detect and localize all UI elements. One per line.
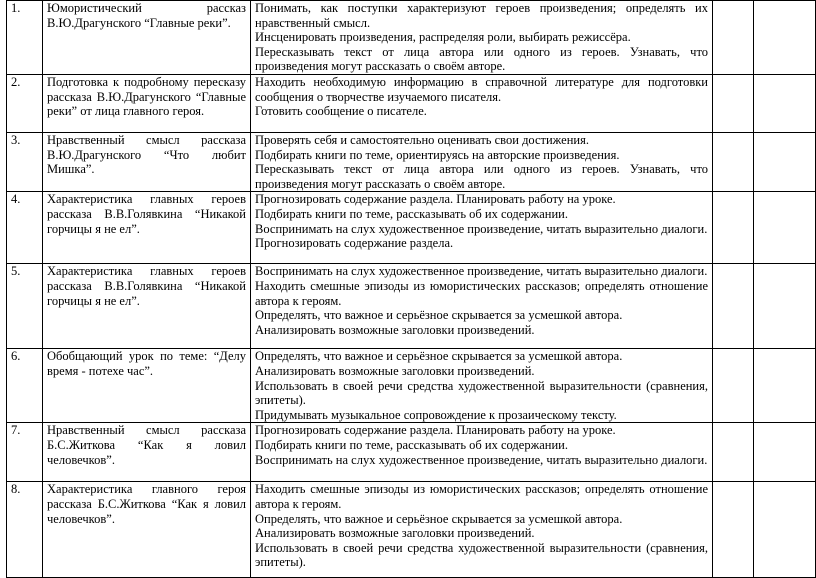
lesson-topic: Нравственный смысл рассказа Б.С.Житкова “Как я ловил человечков”. <box>43 423 251 482</box>
empty-cell-date-actual <box>754 192 816 264</box>
lesson-number: 4. <box>7 192 43 264</box>
activity-line: Определять, что важное и серьёзное скрывается за усмешкой автора. <box>255 511 623 526</box>
activity-line: Понимать, как поступки характеризуют героев произведения; определять их нравственный смысл. <box>255 1 708 30</box>
lesson-number: 8. <box>7 482 43 578</box>
empty-cell-date-planned <box>713 192 754 264</box>
empty-cell-date-actual <box>754 482 816 578</box>
activity-line: Воспринимать на слух художественное произведение, читать выразительно диалоги. <box>255 221 708 236</box>
learning-activities <box>251 264 713 349</box>
table-row <box>7 74 816 132</box>
lesson-topic: Обобщающий урок по теме: “Делу время - потехе час”. <box>43 349 251 423</box>
table-body <box>7 1 816 578</box>
empty-cell-date-planned <box>713 349 754 423</box>
activity-line: Находить смешные эпизоды из юмористических рассказов; определять отношение автора к героям. <box>255 482 708 511</box>
activity-line: Использовать в своей речи средства художественной выразительности (сравнения, эпитеты). <box>255 540 708 570</box>
empty-cell-date-planned <box>713 264 754 349</box>
empty-cell-date-actual <box>754 132 816 191</box>
activity-line: Использовать в своей речи средства художественной выразительности (сравнения, эпитеты). <box>255 378 708 408</box>
lesson-topic: Характеристика главных героев рассказа В.В.Голявкина “Никакой горчицы я не ел”. <box>43 264 251 349</box>
lesson-plan-table <box>6 0 816 578</box>
empty-cell-date-actual <box>754 349 816 423</box>
activity-line: Подбирать книги по теме, ориентируясь на авторские произведения. <box>255 147 620 162</box>
activity-line: Анализировать возможные заголовки произведений. <box>255 526 535 541</box>
lesson-number: 1. <box>7 1 43 75</box>
lesson-number: 5. <box>7 264 43 349</box>
activity-line: Прогнозировать содержание раздела. Планировать работу на уроке. <box>255 192 616 207</box>
learning-activities <box>251 74 713 132</box>
activity-line: Прогнозировать содержание раздела. Планировать работу на уроке. <box>255 423 616 438</box>
activity-line: Придумывать музыкальное сопровождение к прозаическому тексту. <box>255 407 617 422</box>
learning-activities <box>251 132 713 191</box>
lesson-number: 3. <box>7 132 43 191</box>
activity-line: Подбирать книги по теме, рассказывать об их содержании. <box>255 437 568 452</box>
activity-line: Пересказывать текст от лица автора или одного из героев. Узнавать, что произведения могут рассказать о своём авторе. <box>255 44 708 74</box>
activity-line: Находить необходимую информацию в справочной литературе для подготовки сообщения о творчестве изучаемого писателя. <box>255 74 708 104</box>
activity-line: Прогнозировать содержание раздела. <box>255 236 454 251</box>
lesson-topic: Характеристика главных героев рассказа В.В.Голявкина “Никакой горчицы я не ел”. <box>43 192 251 264</box>
lesson-plan-document <box>6 0 816 578</box>
activity-line: Пересказывать текст от лица автора или одного из героев. Узнавать, что произведения могут рассказать о своём авторе. <box>255 162 708 191</box>
lesson-number: 2. <box>7 74 43 132</box>
activity-line: Находить смешные эпизоды из юмористических рассказов; определять отношение автора к героям. <box>255 278 708 308</box>
empty-cell-date-actual <box>754 423 816 482</box>
activity-line: Проверять себя и самостоятельно оценивать свои достижения. <box>255 132 589 147</box>
activity-line: Анализировать возможные заголовки произведений. <box>255 363 535 378</box>
empty-cell-date-actual <box>754 74 816 132</box>
lesson-number: 6. <box>7 349 43 423</box>
learning-activities <box>251 482 713 578</box>
lesson-topic: Характеристика главного героя рассказа Б.С.Житкова “Как я ловил человечков”. <box>43 482 251 578</box>
table-row <box>7 264 816 349</box>
activity-line: Воспринимать на слух художественное произведение, читать выразительно диалоги. <box>255 264 708 279</box>
lesson-topic: Нравственный смысл рассказа В.Ю.Драгунского “Что любит Мишка”. <box>43 132 251 191</box>
empty-cell-date-planned <box>713 482 754 578</box>
empty-cell-date-planned <box>713 423 754 482</box>
learning-activities <box>251 1 713 75</box>
activity-line: Готовить сообщение о писателе. <box>255 104 427 119</box>
empty-cell-date-planned <box>713 132 754 191</box>
activity-line: Подбирать книги по теме, рассказывать об их содержании. <box>255 206 568 221</box>
activity-line: Анализировать возможные заголовки произведений. <box>255 322 535 337</box>
activity-line: Воспринимать на слух художественное произведение, читать выразительно диалоги. <box>255 452 708 467</box>
learning-activities <box>251 192 713 264</box>
table-row <box>7 349 816 423</box>
empty-cell-date-actual <box>754 1 816 75</box>
learning-activities <box>251 423 713 482</box>
table-row <box>7 1 816 75</box>
table-row <box>7 482 816 578</box>
table-row <box>7 192 816 264</box>
activity-line: Определять, что важное и серьёзное скрывается за усмешкой автора. <box>255 349 623 364</box>
lesson-number: 7. <box>7 423 43 482</box>
empty-cell-date-planned <box>713 1 754 75</box>
empty-cell-date-planned <box>713 74 754 132</box>
activity-line: Определять, что важное и серьёзное скрывается за усмешкой автора. <box>255 308 623 323</box>
lesson-topic: Подготовка к подробному пересказу рассказа В.Ю.Драгунского “Главные реки” от лица главного героя. <box>43 74 251 132</box>
learning-activities <box>251 349 713 423</box>
lesson-topic: Юмористический рассказ В.Ю.Драгунского “Главные реки”. <box>43 1 251 75</box>
table-row <box>7 132 816 191</box>
empty-cell-date-actual <box>754 264 816 349</box>
activity-line: Инсценировать произведения, распределяя роли, выбирать режиссёра. <box>255 30 631 45</box>
table-row <box>7 423 816 482</box>
